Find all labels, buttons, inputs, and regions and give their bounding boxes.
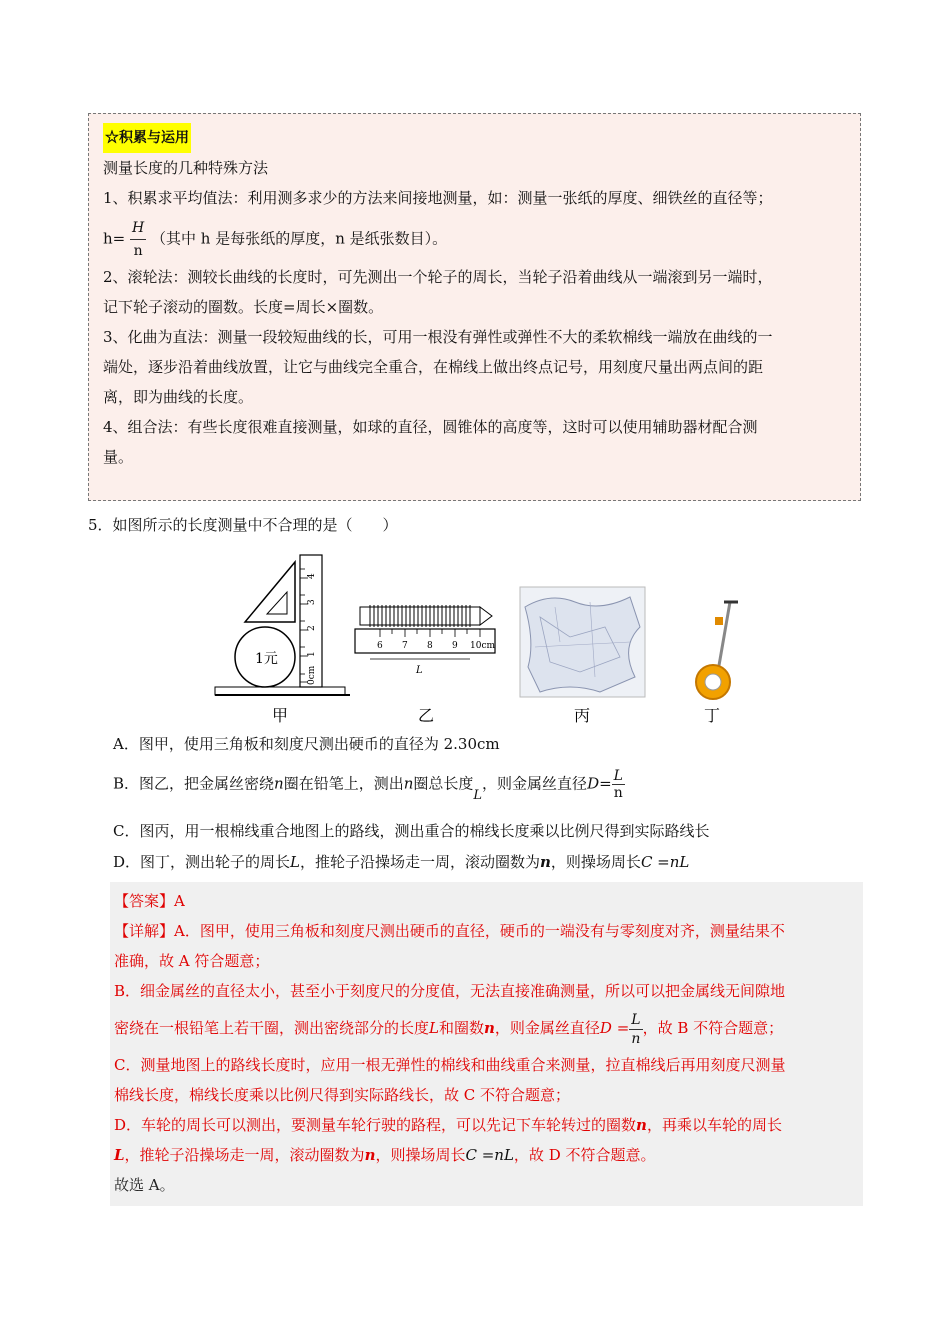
detail-line: 【详解】A．图甲，使用三角板和刻度尺测出硬币的直径，硬币的一端没有与零刻度对齐，测量结果不	[114, 922, 785, 940]
figure-yi	[355, 605, 495, 725]
svg-text:3: 3	[307, 599, 317, 605]
label-ding: 丁	[704, 706, 721, 725]
box-line-1: 1、积累求平均值法：利用测多求少的方法来间接地测量，如：测量一张纸的厚度、细铁丝的直径等；	[103, 189, 773, 207]
svg-text:9: 9	[452, 641, 458, 651]
label-jia: 甲	[272, 706, 289, 725]
box-line-4: 记下轮子滚动的圈数。长度=周长×圈数。	[103, 298, 384, 316]
option-a: A．图甲，使用三角板和刻度尺测出硬币的直径为 2.30cm	[113, 735, 500, 753]
figures	[210, 547, 770, 727]
box-line-8: 4、组合法：有些长度很难直接测量，如球的直径，圆锥体的高度等，这时可以使用辅助器材配合测	[103, 418, 758, 436]
fraction-l-over-n: $\frac{L}{n}$	[613, 768, 623, 801]
answer-block: 【答案】A 【详解】A．图甲，使用三角板和刻度尺测出硬币的直径，硬币的一端没有与零刻度对齐，测量结果不 准确，故 A 符合题意； B．细金属丝的直径太小，甚至小于刻度尺的分度值，无法直接准确测量，所以可以把金属线无间隙地 密绕在一根铅笔上若干圈，测出密绕部分的长度L和圈数n，则金属丝直径D = $\frac{L}{n}$ ，故 B 不符合题意； C．测量地图上的路线长度时，应用一根无弹性的棉线和曲线重合来测量，拉直棉线后再用刻度尺测量 棉线长度，棉线长度乘以比例尺得到实际路线长，故 C 不符合题意； D．车轮的周长可以测出，要测量车轮行驶的路程，可以先记下车轮转过的圈数n，再乘以车轮的周长 L，推轮子沿操场走一周，滚动圈数为n，则操场周长C =nL，故 D 不符合题意。 故选 A。	[110, 882, 863, 1206]
fraction-answer: $\frac{L}{n}$	[631, 1011, 641, 1047]
coin-label: 1元	[255, 651, 278, 667]
box-line-6: 端处，逐步沿着曲线放置，让它与曲线完全重合，在棉线上做出终点记号，用刻度尺量出两点间的距	[103, 358, 764, 376]
svg-text:0cm: 0cm	[307, 665, 317, 685]
question-stem: 5．如图所示的长度测量中不合理的是（ ）	[88, 516, 398, 534]
svg-text:2: 2	[307, 625, 317, 631]
box-line-5: 3、化曲为直法：测量一段较短曲线的长，可用一根没有弹性或弹性不大的柔软棉线一端放在曲线的一	[103, 328, 773, 346]
svg-text:8: 8	[427, 641, 433, 651]
figure-bing-map	[520, 587, 645, 725]
box-line-3: 2、滚轮法：测较长曲线的长度时，可先测出一个轮子的周长，当轮子沿着曲线从一端滚到另一端时，	[103, 268, 773, 286]
label-bing: 丙	[574, 706, 591, 725]
svg-text:L: L	[416, 665, 423, 676]
figure-jia	[215, 555, 350, 725]
label-yi: 乙	[418, 706, 435, 725]
option-c: C．图丙，用一根棉线重合地图上的路线，测出重合的棉线长度乘以比例尺得到实际路线长	[113, 822, 710, 840]
svg-text:10cm: 10cm	[470, 641, 496, 651]
svg-text:1: 1	[307, 651, 317, 657]
option-b: B．图乙，把金属丝密绕n圈在铅笔上，测出n圈总长度L，则金属丝直径D= $\frac{L}{n}$	[113, 768, 623, 803]
conclusion-line: 故选 A。	[114, 1176, 175, 1194]
fraction-h-over-n: $\frac{H}{n}$	[130, 217, 146, 262]
box-line-2: h= $\frac{H}{n}$ （其中 h 是每张纸的厚度，n 是纸张数目）。	[103, 217, 846, 262]
svg-text:6: 6	[377, 641, 383, 651]
knowledge-box	[88, 113, 861, 501]
svg-text:7: 7	[402, 641, 408, 651]
box-line-7: 离，即为曲线的长度。	[103, 388, 254, 406]
svg-text:4: 4	[307, 573, 317, 579]
figure-ding-wheel	[696, 602, 738, 725]
box-title: 测量长度的几种特殊方法	[103, 159, 269, 177]
option-d: D．图丁，测出轮子的周长L，推轮子沿操场走一周，滚动圈数为n，则操场周长C =nL	[113, 853, 690, 871]
box-line-9: 量。	[103, 448, 134, 466]
answer-line: 【答案】A	[114, 892, 185, 910]
box-tag: ☆积累与运用	[103, 123, 191, 153]
